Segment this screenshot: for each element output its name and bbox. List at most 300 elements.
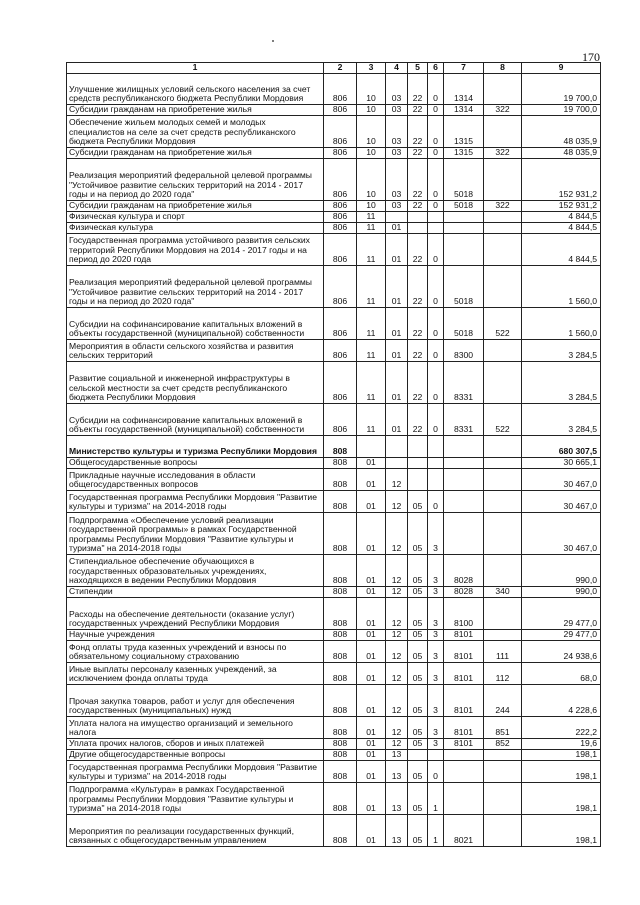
subprogram-code: 3 [428,739,444,750]
subsection-code: 12 [386,717,408,739]
amount: 1 560,0 [522,308,601,340]
item-name: Государственная программа Республики Мордовия "Развитие культуры и туризма" на 2014-2018 годы [67,491,324,513]
admin-code: 808 [324,761,357,783]
table-row [67,555,601,587]
subprogram-code: 0 [428,116,444,148]
expense-type-code: 852 [484,739,522,750]
subsection-code [386,458,408,469]
program-code: 22 [408,116,428,148]
program-code: 05 [408,685,428,717]
admin-code: 808 [324,469,357,491]
section-code: 01 [357,761,386,783]
table-row [67,201,601,212]
section-code: 01 [357,750,386,761]
subprogram-code: 0 [428,234,444,266]
admin-code: 806 [324,362,357,404]
section-code: 11 [357,308,386,340]
section-code: 01 [357,717,386,739]
program-code: 22 [408,234,428,266]
subprogram-code: 3 [428,587,444,598]
col-header-9: 9 [522,63,601,74]
amount: 30 467,0 [522,513,601,555]
amount: 3 284,5 [522,362,601,404]
subsection-code: 13 [386,783,408,815]
section-code: 11 [357,404,386,436]
item-name: Иные выплаты персоналу казенных учреждений, за исключением фонда оплаты труда [67,663,324,685]
table-row [67,308,601,340]
admin-code: 806 [324,212,357,223]
item-name: Научные учреждения [67,630,324,641]
target-code [444,469,484,491]
section-code: 10 [357,116,386,148]
target-code: 8101 [444,739,484,750]
expense-type-code [484,266,522,308]
subprogram-code [428,436,444,458]
subprogram-code [428,212,444,223]
subsection-code: 13 [386,815,408,847]
target-code: 8101 [444,717,484,739]
section-code: 10 [357,201,386,212]
subsection-code: 03 [386,74,408,105]
admin-code: 808 [324,491,357,513]
subsection-code: 12 [386,469,408,491]
section-code: 01 [357,663,386,685]
table-row [67,74,601,105]
table-row [67,266,601,308]
subsection-code: 12 [386,685,408,717]
target-code: 8101 [444,685,484,717]
col-header-8: 8 [484,63,522,74]
expense-type-code [484,212,522,223]
expense-type-code [484,436,522,458]
amount: 1 560,0 [522,266,601,308]
amount: 68,0 [522,663,601,685]
item-name: Реализация мероприятий федеральной целевой программы "Устойчивое развитие сельских территорий на 2014 - 2017 годы и на период до 2020 года" [67,159,324,201]
admin-code: 808 [324,815,357,847]
amount: 198,1 [522,783,601,815]
admin-code: 808 [324,598,357,630]
program-code: 05 [408,739,428,750]
table-row [67,436,601,458]
subprogram-code: 3 [428,513,444,555]
subsection-code: 13 [386,750,408,761]
amount: 198,1 [522,750,601,761]
expense-type-code: 340 [484,587,522,598]
item-name: Улучшение жилищных условий сельского населения за счет средств республиканского бюджета Республики Мордовия [67,74,324,105]
subsection-code: 01 [386,266,408,308]
admin-code: 806 [324,223,357,234]
col-header-7: 7 [444,63,484,74]
item-name: Другие общегосударственные вопросы [67,750,324,761]
table-row [67,362,601,404]
item-name: Мероприятия по реализации государственных функций, связанных с общегосударственным управлением [67,815,324,847]
section-code: 01 [357,783,386,815]
subsection-code: 12 [386,739,408,750]
admin-code: 808 [324,513,357,555]
section-code: 01 [357,469,386,491]
subsection-code: 01 [386,234,408,266]
subsection-code: 03 [386,105,408,116]
admin-code: 806 [324,266,357,308]
table-row [67,105,601,116]
admin-code: 808 [324,587,357,598]
table-row [67,630,601,641]
amount: 3 284,5 [522,340,601,362]
table-row [67,815,601,847]
admin-code: 808 [324,555,357,587]
section-code: 01 [357,458,386,469]
subsection-code: 12 [386,587,408,598]
subsection-code: 03 [386,116,408,148]
subprogram-code: 3 [428,685,444,717]
target-code: 5018 [444,308,484,340]
item-name: Стипендиальное обеспечение обучающихся в государственных образовательных учреждениях, находящихся в ведении Республики Мордовия [67,555,324,587]
target-code: 8028 [444,587,484,598]
target-code: 1315 [444,148,484,159]
expense-type-code [484,513,522,555]
program-code: 22 [408,404,428,436]
table-row [67,761,601,783]
item-name: Государственная программа Республики Мордовия "Развитие культуры и туризма" на 2014-2018 годы [67,761,324,783]
admin-code: 806 [324,404,357,436]
target-code [444,436,484,458]
item-name: Прочая закупка товаров, работ и услуг для обеспечения государственных (муниципальных) нужд [67,685,324,717]
target-code [444,513,484,555]
subprogram-code: 0 [428,266,444,308]
subsection-code: 12 [386,641,408,663]
expense-type-code: 322 [484,148,522,159]
expense-type-code [484,761,522,783]
subprogram-code [428,458,444,469]
subprogram-code [428,223,444,234]
amount: 990,0 [522,555,601,587]
subsection-code: 12 [386,663,408,685]
program-code: 22 [408,340,428,362]
program-code: 22 [408,362,428,404]
table-row [67,750,601,761]
admin-code: 808 [324,685,357,717]
subsection-code: 01 [386,404,408,436]
amount: 48 035,9 [522,116,601,148]
admin-code: 808 [324,630,357,641]
expense-type-code: 111 [484,641,522,663]
program-code: 05 [408,513,428,555]
subsection-code: 12 [386,630,408,641]
subprogram-code: 0 [428,761,444,783]
table-row [67,587,601,598]
subsection-code [386,436,408,458]
section-code [357,436,386,458]
table-row [67,340,601,362]
expense-type-code [484,750,522,761]
subprogram-code [428,750,444,761]
table-row [67,663,601,685]
amount: 222,2 [522,717,601,739]
expense-type-code: 851 [484,717,522,739]
admin-code: 808 [324,436,357,458]
section-code: 10 [357,148,386,159]
expense-type-code [484,458,522,469]
target-code: 5018 [444,266,484,308]
subprogram-code: 3 [428,630,444,641]
target-code [444,761,484,783]
amount: 152 931,2 [522,159,601,201]
item-name: Подпрограмма «Обеспечение условий реализации государственной программы» в рамках Государственной программы Республики Мордовия "Развитие культуры и туризма" на 2014-2018 годы [67,513,324,555]
amount: 680 307,5 [522,436,601,458]
subprogram-code: 0 [428,159,444,201]
subprogram-code: 1 [428,815,444,847]
target-code [444,750,484,761]
amount: 4 228,6 [522,685,601,717]
admin-code: 808 [324,641,357,663]
subprogram-code: 3 [428,717,444,739]
program-code [408,436,428,458]
amount: 24 938,6 [522,641,601,663]
subsection-code: 01 [386,362,408,404]
expense-type-code [484,469,522,491]
amount: 4 844,5 [522,234,601,266]
admin-code: 808 [324,750,357,761]
program-code [408,458,428,469]
item-name: Мероприятия в области сельского хозяйства и развития сельских территорий [67,340,324,362]
amount: 30 467,0 [522,469,601,491]
item-name: Субсидии гражданам на приобретение жилья [67,148,324,159]
item-name: Физическая культура [67,223,324,234]
subprogram-code: 0 [428,201,444,212]
target-code [444,223,484,234]
subsection-code: 12 [386,491,408,513]
program-code [408,223,428,234]
section-code: 10 [357,74,386,105]
table-row [67,223,601,234]
section-code: 10 [357,159,386,201]
subprogram-code: 0 [428,340,444,362]
program-code: 22 [408,201,428,212]
subprogram-code: 0 [428,74,444,105]
section-code: 01 [357,555,386,587]
expense-type-code: 322 [484,105,522,116]
table-row [67,513,601,555]
target-code: 8101 [444,663,484,685]
target-code: 8101 [444,641,484,663]
scan-speck [272,40,274,42]
subprogram-code: 1 [428,783,444,815]
admin-code: 806 [324,234,357,266]
expense-type-code [484,340,522,362]
admin-code: 808 [324,458,357,469]
target-code: 8100 [444,598,484,630]
admin-code: 806 [324,74,357,105]
item-name: Подпрограмма «Культура» в рамках Государственной программы Республики Мордовия "Развитие культуры и туризма" на 2014-2018 годы [67,783,324,815]
target-code [444,234,484,266]
program-code: 05 [408,641,428,663]
program-code: 05 [408,491,428,513]
section-code: 01 [357,739,386,750]
program-code: 05 [408,717,428,739]
program-code: 05 [408,598,428,630]
amount: 198,1 [522,815,601,847]
subsection-code: 01 [386,340,408,362]
subsection-code: 03 [386,159,408,201]
target-code: 8331 [444,404,484,436]
target-code: 1315 [444,116,484,148]
item-name: Субсидии на софинансирование капитальных вложений в объекты государственной (муниципальной) собственности [67,404,324,436]
section-code: 01 [357,641,386,663]
budget-table [66,62,601,847]
item-name: Уплата прочих налогов, сборов и иных платежей [67,739,324,750]
header-row [67,63,601,74]
target-code [444,783,484,815]
item-name: Обеспечение жильем молодых семей и молодых специалистов на селе за счет средств республиканского бюджета Республики Мордовия [67,116,324,148]
subsection-code: 03 [386,201,408,212]
expense-type-code [484,116,522,148]
expense-type-code [484,630,522,641]
target-code: 8331 [444,362,484,404]
amount: 990,0 [522,587,601,598]
program-code: 05 [408,663,428,685]
subprogram-code: 0 [428,148,444,159]
program-code: 22 [408,148,428,159]
program-code [408,750,428,761]
expense-type-code: 522 [484,404,522,436]
item-name: Общегосударственные вопросы [67,458,324,469]
admin-code: 808 [324,739,357,750]
target-code: 8021 [444,815,484,847]
expense-type-code [484,159,522,201]
col-header-4: 4 [386,63,408,74]
expense-type-code [484,74,522,105]
item-name: Уплата налога на имущество организаций и земельного налога [67,717,324,739]
target-code: 5018 [444,159,484,201]
program-code: 05 [408,630,428,641]
target-code: 1314 [444,74,484,105]
target-code: 8028 [444,555,484,587]
section-code: 10 [357,105,386,116]
table-row [67,404,601,436]
target-code: 1314 [444,105,484,116]
table-row [67,685,601,717]
amount: 152 931,2 [522,201,601,212]
subprogram-code: 0 [428,105,444,116]
section-code: 11 [357,234,386,266]
table-row [67,234,601,266]
table-body [67,74,601,847]
target-code [444,458,484,469]
amount: 4 844,5 [522,223,601,234]
program-code: 05 [408,761,428,783]
expense-type-code: 112 [484,663,522,685]
table-row [67,469,601,491]
table-row [67,159,601,201]
col-header-5: 5 [408,63,428,74]
program-code [408,469,428,491]
table-row [67,491,601,513]
table-row [67,783,601,815]
section-code: 01 [357,630,386,641]
amount: 30 665,1 [522,458,601,469]
program-code: 05 [408,815,428,847]
admin-code: 806 [324,159,357,201]
section-code: 01 [357,513,386,555]
table-row [67,598,601,630]
item-name: Министерство культуры и туризма Республики Мордовия [67,436,324,458]
admin-code: 806 [324,308,357,340]
subprogram-code: 0 [428,308,444,340]
program-code: 22 [408,105,428,116]
section-code: 11 [357,266,386,308]
program-code: 05 [408,783,428,815]
item-name: Субсидии гражданам на приобретение жилья [67,105,324,116]
item-name: Государственная программа устойчивого развития сельских территорий Республики Мордовия на 2014 - 2017 годы и на период до 2020 года [67,234,324,266]
item-name: Стипендии [67,587,324,598]
subsection-code: 12 [386,513,408,555]
amount: 19,6 [522,739,601,750]
amount: 30 467,0 [522,491,601,513]
subprogram-code: 0 [428,362,444,404]
item-name: Физическая культура и спорт [67,212,324,223]
expense-type-code [484,223,522,234]
subprogram-code: 3 [428,663,444,685]
admin-code: 806 [324,201,357,212]
subprogram-code [428,469,444,491]
amount: 19 700,0 [522,74,601,105]
target-code: 8300 [444,340,484,362]
expense-type-code: 322 [484,201,522,212]
section-code: 11 [357,362,386,404]
program-code: 05 [408,555,428,587]
subsection-code [386,212,408,223]
amount: 29 477,0 [522,630,601,641]
program-code: 22 [408,308,428,340]
admin-code: 808 [324,783,357,815]
admin-code: 806 [324,340,357,362]
program-code [408,212,428,223]
item-name: Реализация мероприятий федеральной целевой программы "Устойчивое развитие сельских территорий на 2014 - 2017 годы и на период до 2020 года" [67,266,324,308]
col-header-3: 3 [357,63,386,74]
amount: 19 700,0 [522,105,601,116]
amount: 3 284,5 [522,404,601,436]
amount: 4 844,5 [522,212,601,223]
item-name: Расходы на обеспечение деятельности (оказание услуг) государственных учреждений Республики Мордовия [67,598,324,630]
expense-type-code [484,234,522,266]
section-code: 01 [357,491,386,513]
expense-type-code [484,362,522,404]
amount: 48 035,9 [522,148,601,159]
item-name: Субсидии на софинансирование капитальных вложений в объекты государственной (муниципальной) собственности [67,308,324,340]
item-name: Прикладные научные исследования в области общегосударственных вопросов [67,469,324,491]
col-header-1: 1 [67,63,324,74]
subprogram-code: 3 [428,641,444,663]
subsection-code: 03 [386,148,408,159]
target-code [444,491,484,513]
subprogram-code: 0 [428,491,444,513]
section-code: 01 [357,587,386,598]
subsection-code: 12 [386,555,408,587]
table-row [67,212,601,223]
expense-type-code [484,491,522,513]
target-code [444,212,484,223]
program-code: 22 [408,74,428,105]
admin-code: 808 [324,663,357,685]
section-code: 01 [357,815,386,847]
subprogram-code: 3 [428,555,444,587]
col-header-6: 6 [428,63,444,74]
table-row [67,739,601,750]
expense-type-code [484,598,522,630]
admin-code: 808 [324,717,357,739]
target-code: 8101 [444,630,484,641]
program-code: 05 [408,587,428,598]
